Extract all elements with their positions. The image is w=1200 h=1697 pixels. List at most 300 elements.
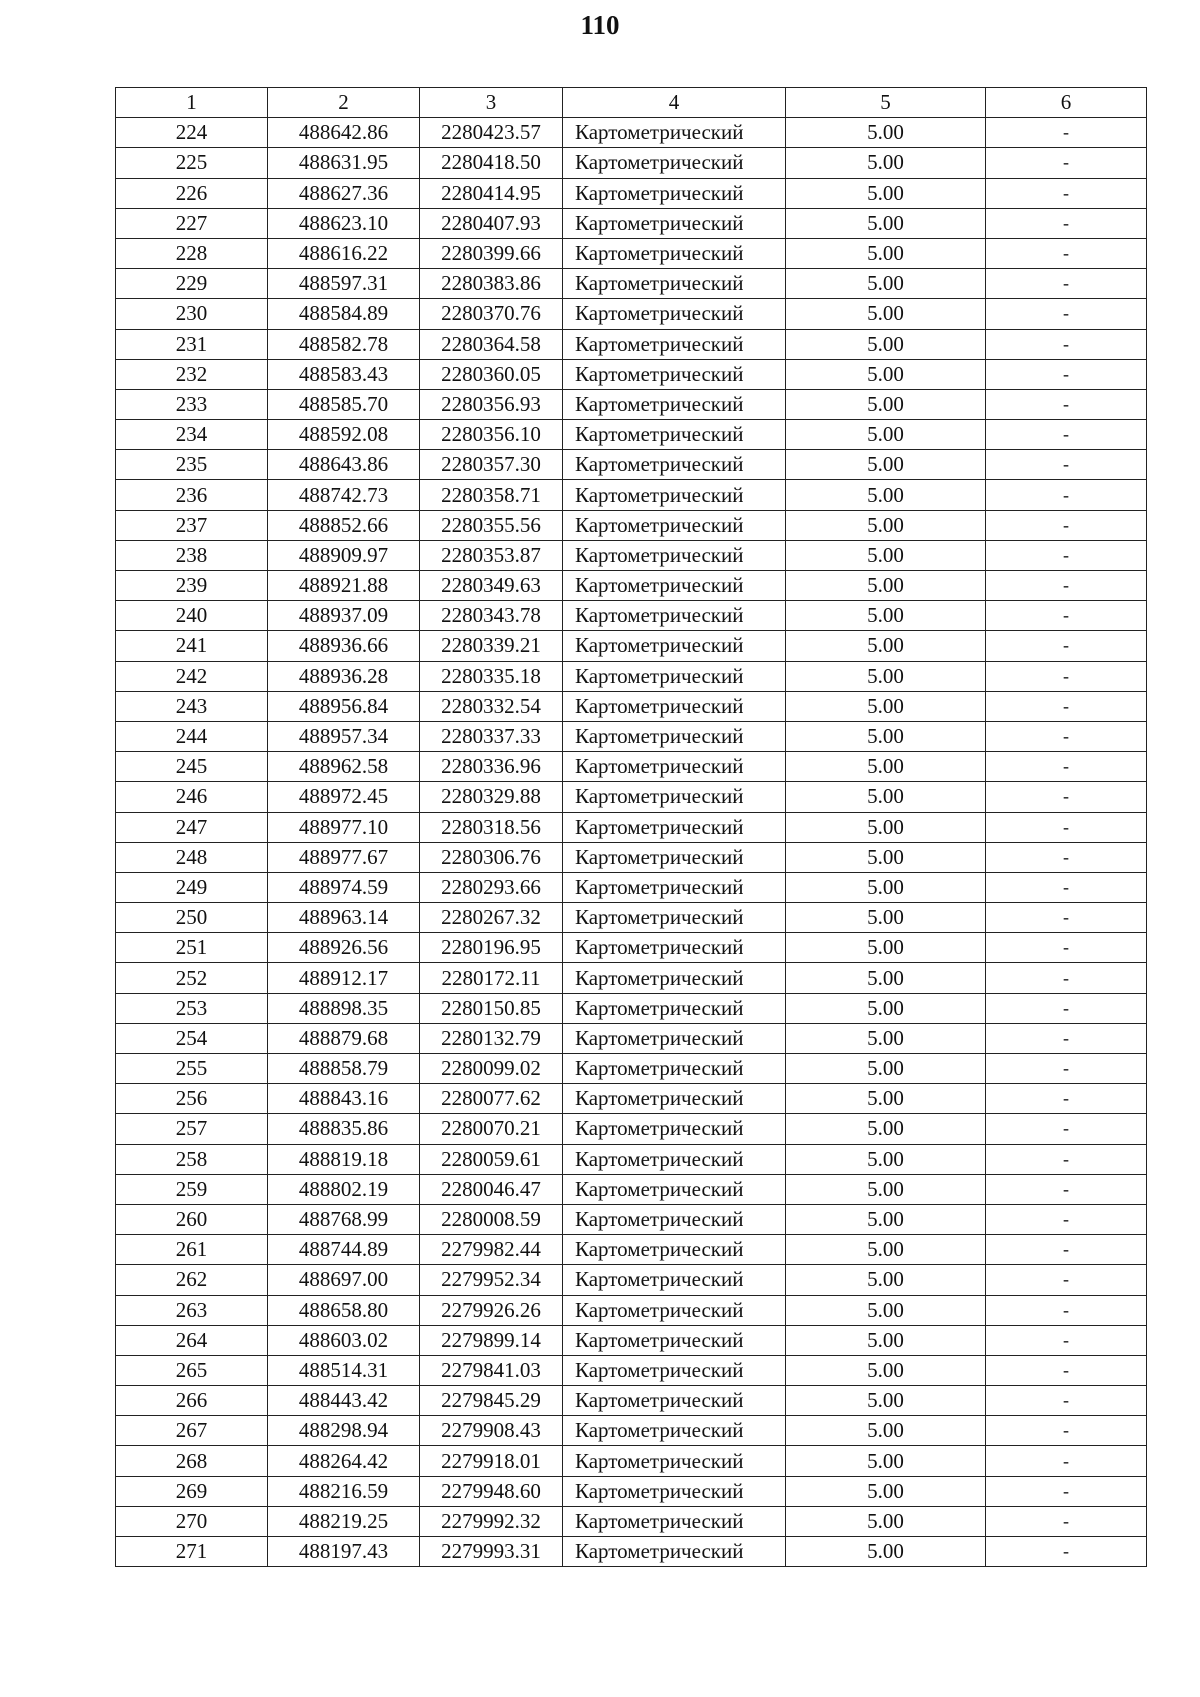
point-number-cell: 225	[116, 148, 268, 178]
accuracy-cell: 5.00	[786, 1446, 986, 1476]
page-number: 110	[580, 10, 620, 40]
table-row	[116, 148, 1147, 178]
accuracy-cell: 5.00	[786, 721, 986, 751]
y-coordinate-cell: 2279948.60	[420, 1476, 563, 1506]
table-row	[116, 1084, 1147, 1114]
point-number-cell: 250	[116, 903, 268, 933]
method-cell: Картометрический	[563, 721, 786, 751]
description-cell: -	[986, 1355, 1147, 1385]
accuracy-cell: 5.00	[786, 178, 986, 208]
table-row	[116, 963, 1147, 993]
point-number-cell: 232	[116, 359, 268, 389]
point-number-cell: 256	[116, 1084, 268, 1114]
x-coordinate-cell: 488963.14	[268, 903, 420, 933]
y-coordinate-cell: 2279908.43	[420, 1416, 563, 1446]
accuracy-cell: 5.00	[786, 148, 986, 178]
x-coordinate-cell: 488592.08	[268, 420, 420, 450]
method-cell: Картометрический	[563, 299, 786, 329]
accuracy-cell: 5.00	[786, 1355, 986, 1385]
column-header: 5	[786, 88, 986, 118]
table-row	[116, 1506, 1147, 1536]
description-cell: -	[986, 1506, 1147, 1536]
y-coordinate-cell: 2280355.56	[420, 510, 563, 540]
accuracy-cell: 5.00	[786, 1235, 986, 1265]
table-row	[116, 389, 1147, 419]
method-cell: Картометрический	[563, 480, 786, 510]
method-cell: Картометрический	[563, 752, 786, 782]
method-cell: Картометрический	[563, 178, 786, 208]
point-number-cell: 229	[116, 269, 268, 299]
x-coordinate-cell: 488972.45	[268, 782, 420, 812]
description-cell: -	[986, 1446, 1147, 1476]
table-row	[116, 1023, 1147, 1053]
accuracy-cell: 5.00	[786, 208, 986, 238]
accuracy-cell: 5.00	[786, 631, 986, 661]
method-cell: Картометрический	[563, 329, 786, 359]
method-cell: Картометрический	[563, 933, 786, 963]
x-coordinate-cell: 488962.58	[268, 752, 420, 782]
method-cell: Картометрический	[563, 1295, 786, 1325]
point-number-cell: 240	[116, 601, 268, 631]
table-row	[116, 359, 1147, 389]
y-coordinate-cell: 2280336.96	[420, 752, 563, 782]
description-cell: -	[986, 963, 1147, 993]
table-row	[116, 540, 1147, 570]
y-coordinate-cell: 2280099.02	[420, 1054, 563, 1084]
method-cell: Картометрический	[563, 389, 786, 419]
method-cell: Картометрический	[563, 1235, 786, 1265]
point-number-cell: 247	[116, 812, 268, 842]
x-coordinate-cell: 488802.19	[268, 1174, 420, 1204]
method-cell: Картометрический	[563, 540, 786, 570]
point-number-cell: 262	[116, 1265, 268, 1295]
description-cell: -	[986, 721, 1147, 751]
table-row	[116, 450, 1147, 480]
table-row	[116, 842, 1147, 872]
description-cell: -	[986, 1265, 1147, 1295]
point-number-cell: 236	[116, 480, 268, 510]
accuracy-cell: 5.00	[786, 1084, 986, 1114]
point-number-cell: 254	[116, 1023, 268, 1053]
description-cell: -	[986, 842, 1147, 872]
table-row	[116, 178, 1147, 208]
description-cell: -	[986, 782, 1147, 812]
table-row	[116, 208, 1147, 238]
table-row	[116, 691, 1147, 721]
description-cell: -	[986, 118, 1147, 148]
table-row	[116, 269, 1147, 299]
accuracy-cell: 5.00	[786, 510, 986, 540]
column-header: 4	[563, 88, 786, 118]
x-coordinate-cell: 488819.18	[268, 1144, 420, 1174]
x-coordinate-cell: 488921.88	[268, 571, 420, 601]
description-cell: -	[986, 450, 1147, 480]
description-cell: -	[986, 601, 1147, 631]
x-coordinate-cell: 488977.67	[268, 842, 420, 872]
point-number-cell: 244	[116, 721, 268, 751]
point-number-cell: 243	[116, 691, 268, 721]
point-number-cell: 234	[116, 420, 268, 450]
table-row	[116, 601, 1147, 631]
x-coordinate-cell: 488742.73	[268, 480, 420, 510]
x-coordinate-cell: 488603.02	[268, 1325, 420, 1355]
x-coordinate-cell: 488956.84	[268, 691, 420, 721]
point-number-cell: 238	[116, 540, 268, 570]
description-cell: -	[986, 661, 1147, 691]
method-cell: Картометрический	[563, 601, 786, 631]
point-number-cell: 255	[116, 1054, 268, 1084]
point-number-cell: 226	[116, 178, 268, 208]
x-coordinate-cell: 488623.10	[268, 208, 420, 238]
description-cell: -	[986, 1476, 1147, 1506]
x-coordinate-cell: 488298.94	[268, 1416, 420, 1446]
y-coordinate-cell: 2280172.11	[420, 963, 563, 993]
description-cell: -	[986, 1386, 1147, 1416]
description-cell: -	[986, 540, 1147, 570]
y-coordinate-cell: 2280332.54	[420, 691, 563, 721]
table-row	[116, 993, 1147, 1023]
point-number-cell: 266	[116, 1386, 268, 1416]
x-coordinate-cell: 488974.59	[268, 872, 420, 902]
coordinates-table	[115, 87, 1147, 1567]
y-coordinate-cell: 2279982.44	[420, 1235, 563, 1265]
point-number-cell: 227	[116, 208, 268, 238]
y-coordinate-cell: 2280318.56	[420, 812, 563, 842]
description-cell: -	[986, 1537, 1147, 1567]
method-cell: Картометрический	[563, 1114, 786, 1144]
accuracy-cell: 5.00	[786, 269, 986, 299]
method-cell: Картометрический	[563, 993, 786, 1023]
accuracy-cell: 5.00	[786, 1295, 986, 1325]
x-coordinate-cell: 488583.43	[268, 359, 420, 389]
point-number-cell: 245	[116, 752, 268, 782]
table-body	[116, 118, 1147, 1567]
x-coordinate-cell: 488582.78	[268, 329, 420, 359]
accuracy-cell: 5.00	[786, 420, 986, 450]
y-coordinate-cell: 2280414.95	[420, 178, 563, 208]
accuracy-cell: 5.00	[786, 903, 986, 933]
table-row	[116, 329, 1147, 359]
table-header-row	[116, 88, 1147, 118]
description-cell: -	[986, 1416, 1147, 1446]
description-cell: -	[986, 1054, 1147, 1084]
y-coordinate-cell: 2280407.93	[420, 208, 563, 238]
accuracy-cell: 5.00	[786, 842, 986, 872]
point-number-cell: 261	[116, 1235, 268, 1265]
table-row	[116, 299, 1147, 329]
accuracy-cell: 5.00	[786, 872, 986, 902]
point-number-cell: 271	[116, 1537, 268, 1567]
table-row	[116, 872, 1147, 902]
description-cell: -	[986, 933, 1147, 963]
y-coordinate-cell: 2280399.66	[420, 238, 563, 268]
method-cell: Картометрический	[563, 1174, 786, 1204]
description-cell: -	[986, 1023, 1147, 1053]
method-cell: Картометрический	[563, 1476, 786, 1506]
x-coordinate-cell: 488697.00	[268, 1265, 420, 1295]
y-coordinate-cell: 2280150.85	[420, 993, 563, 1023]
description-cell: -	[986, 1325, 1147, 1355]
y-coordinate-cell: 2279918.01	[420, 1446, 563, 1476]
point-number-cell: 268	[116, 1446, 268, 1476]
x-coordinate-cell: 488642.86	[268, 118, 420, 148]
point-number-cell: 253	[116, 993, 268, 1023]
x-coordinate-cell: 488977.10	[268, 812, 420, 842]
column-header: 6	[986, 88, 1147, 118]
x-coordinate-cell: 488936.28	[268, 661, 420, 691]
method-cell: Картометрический	[563, 872, 786, 902]
method-cell: Картометрический	[563, 661, 786, 691]
point-number-cell: 230	[116, 299, 268, 329]
point-number-cell: 269	[116, 1476, 268, 1506]
x-coordinate-cell: 488957.34	[268, 721, 420, 751]
table-row	[116, 1114, 1147, 1144]
accuracy-cell: 5.00	[786, 752, 986, 782]
point-number-cell: 237	[116, 510, 268, 540]
table-row	[116, 510, 1147, 540]
description-cell: -	[986, 812, 1147, 842]
accuracy-cell: 5.00	[786, 359, 986, 389]
point-number-cell: 246	[116, 782, 268, 812]
y-coordinate-cell: 2280358.71	[420, 480, 563, 510]
y-coordinate-cell: 2280339.21	[420, 631, 563, 661]
point-number-cell: 249	[116, 872, 268, 902]
table-row	[116, 782, 1147, 812]
column-header: 3	[420, 88, 563, 118]
description-cell: -	[986, 1295, 1147, 1325]
table-row	[116, 1355, 1147, 1385]
accuracy-cell: 5.00	[786, 1144, 986, 1174]
y-coordinate-cell: 2280046.47	[420, 1174, 563, 1204]
method-cell: Картометрический	[563, 1325, 786, 1355]
y-coordinate-cell: 2279992.32	[420, 1506, 563, 1536]
accuracy-cell: 5.00	[786, 450, 986, 480]
point-number-cell: 267	[116, 1416, 268, 1446]
method-cell: Картометрический	[563, 1023, 786, 1053]
y-coordinate-cell: 2280360.05	[420, 359, 563, 389]
y-coordinate-cell: 2279952.34	[420, 1265, 563, 1295]
y-coordinate-cell: 2280132.79	[420, 1023, 563, 1053]
point-number-cell: 228	[116, 238, 268, 268]
table-row	[116, 1174, 1147, 1204]
accuracy-cell: 5.00	[786, 691, 986, 721]
accuracy-cell: 5.00	[786, 1416, 986, 1446]
method-cell: Картометрический	[563, 420, 786, 450]
x-coordinate-cell: 488197.43	[268, 1537, 420, 1567]
y-coordinate-cell: 2279926.26	[420, 1295, 563, 1325]
method-cell: Картометрический	[563, 450, 786, 480]
y-coordinate-cell: 2280337.33	[420, 721, 563, 751]
description-cell: -	[986, 420, 1147, 450]
accuracy-cell: 5.00	[786, 118, 986, 148]
x-coordinate-cell: 488584.89	[268, 299, 420, 329]
method-cell: Картометрический	[563, 118, 786, 148]
accuracy-cell: 5.00	[786, 782, 986, 812]
method-cell: Картометрический	[563, 842, 786, 872]
table-row	[116, 1265, 1147, 1295]
table-row	[116, 903, 1147, 933]
y-coordinate-cell: 2280349.63	[420, 571, 563, 601]
x-coordinate-cell: 488616.22	[268, 238, 420, 268]
x-coordinate-cell: 488858.79	[268, 1054, 420, 1084]
table-row	[116, 480, 1147, 510]
description-cell: -	[986, 269, 1147, 299]
x-coordinate-cell: 488631.95	[268, 148, 420, 178]
y-coordinate-cell: 2280343.78	[420, 601, 563, 631]
x-coordinate-cell: 488909.97	[268, 540, 420, 570]
y-coordinate-cell: 2280070.21	[420, 1114, 563, 1144]
x-coordinate-cell: 488643.86	[268, 450, 420, 480]
x-coordinate-cell: 488912.17	[268, 963, 420, 993]
description-cell: -	[986, 631, 1147, 661]
x-coordinate-cell: 488627.36	[268, 178, 420, 208]
accuracy-cell: 5.00	[786, 238, 986, 268]
y-coordinate-cell: 2279993.31	[420, 1537, 563, 1567]
point-number-cell: 258	[116, 1144, 268, 1174]
table-row	[116, 812, 1147, 842]
y-coordinate-cell: 2280364.58	[420, 329, 563, 359]
method-cell: Картометрический	[563, 510, 786, 540]
description-cell: -	[986, 238, 1147, 268]
x-coordinate-cell: 488768.99	[268, 1204, 420, 1234]
y-coordinate-cell: 2280370.76	[420, 299, 563, 329]
column-header: 2	[268, 88, 420, 118]
table-row	[116, 1235, 1147, 1265]
y-coordinate-cell: 2280196.95	[420, 933, 563, 963]
accuracy-cell: 5.00	[786, 1204, 986, 1234]
point-number-cell: 251	[116, 933, 268, 963]
x-coordinate-cell: 488744.89	[268, 1235, 420, 1265]
accuracy-cell: 5.00	[786, 1054, 986, 1084]
method-cell: Картометрический	[563, 1054, 786, 1084]
x-coordinate-cell: 488936.66	[268, 631, 420, 661]
description-cell: -	[986, 148, 1147, 178]
x-coordinate-cell: 488937.09	[268, 601, 420, 631]
description-cell: -	[986, 1114, 1147, 1144]
accuracy-cell: 5.00	[786, 1506, 986, 1536]
accuracy-cell: 5.00	[786, 1023, 986, 1053]
method-cell: Картометрический	[563, 1265, 786, 1295]
description-cell: -	[986, 691, 1147, 721]
x-coordinate-cell: 488443.42	[268, 1386, 420, 1416]
table-row	[116, 631, 1147, 661]
y-coordinate-cell: 2280077.62	[420, 1084, 563, 1114]
method-cell: Картометрический	[563, 1144, 786, 1174]
point-number-cell: 239	[116, 571, 268, 601]
table-row	[116, 661, 1147, 691]
table-row	[116, 1476, 1147, 1506]
y-coordinate-cell: 2280353.87	[420, 540, 563, 570]
description-cell: -	[986, 510, 1147, 540]
method-cell: Картометрический	[563, 1537, 786, 1567]
method-cell: Картометрический	[563, 238, 786, 268]
accuracy-cell: 5.00	[786, 1265, 986, 1295]
x-coordinate-cell: 488835.86	[268, 1114, 420, 1144]
accuracy-cell: 5.00	[786, 389, 986, 419]
method-cell: Картометрический	[563, 812, 786, 842]
method-cell: Картометрический	[563, 1386, 786, 1416]
method-cell: Картометрический	[563, 903, 786, 933]
point-number-cell: 263	[116, 1295, 268, 1325]
accuracy-cell: 5.00	[786, 571, 986, 601]
method-cell: Картометрический	[563, 269, 786, 299]
accuracy-cell: 5.00	[786, 1325, 986, 1355]
point-number-cell: 241	[116, 631, 268, 661]
table-row	[116, 752, 1147, 782]
table-row	[116, 1416, 1147, 1446]
table-row	[116, 420, 1147, 450]
x-coordinate-cell: 488597.31	[268, 269, 420, 299]
method-cell: Картометрический	[563, 571, 786, 601]
y-coordinate-cell: 2280059.61	[420, 1144, 563, 1174]
accuracy-cell: 5.00	[786, 1174, 986, 1204]
method-cell: Картометрический	[563, 148, 786, 178]
x-coordinate-cell: 488658.80	[268, 1295, 420, 1325]
y-coordinate-cell: 2280383.86	[420, 269, 563, 299]
y-coordinate-cell: 2279841.03	[420, 1355, 563, 1385]
description-cell: -	[986, 1084, 1147, 1114]
x-coordinate-cell: 488852.66	[268, 510, 420, 540]
y-coordinate-cell: 2280008.59	[420, 1204, 563, 1234]
description-cell: -	[986, 752, 1147, 782]
point-number-cell: 224	[116, 118, 268, 148]
description-cell: -	[986, 1235, 1147, 1265]
x-coordinate-cell: 488219.25	[268, 1506, 420, 1536]
y-coordinate-cell: 2280423.57	[420, 118, 563, 148]
table-row	[116, 1537, 1147, 1567]
table-row	[116, 1295, 1147, 1325]
accuracy-cell: 5.00	[786, 933, 986, 963]
point-number-cell: 248	[116, 842, 268, 872]
accuracy-cell: 5.00	[786, 1476, 986, 1506]
point-number-cell: 257	[116, 1114, 268, 1144]
description-cell: -	[986, 1144, 1147, 1174]
x-coordinate-cell: 488585.70	[268, 389, 420, 419]
method-cell: Картометрический	[563, 1204, 786, 1234]
description-cell: -	[986, 178, 1147, 208]
description-cell: -	[986, 389, 1147, 419]
x-coordinate-cell: 488843.16	[268, 1084, 420, 1114]
table-row	[116, 238, 1147, 268]
point-number-cell: 231	[116, 329, 268, 359]
table-row	[116, 1054, 1147, 1084]
point-number-cell: 233	[116, 389, 268, 419]
point-number-cell: 235	[116, 450, 268, 480]
description-cell: -	[986, 329, 1147, 359]
table-row	[116, 1386, 1147, 1416]
y-coordinate-cell: 2280293.66	[420, 872, 563, 902]
method-cell: Картометрический	[563, 359, 786, 389]
x-coordinate-cell: 488898.35	[268, 993, 420, 1023]
description-cell: -	[986, 1174, 1147, 1204]
method-cell: Картометрический	[563, 1446, 786, 1476]
description-cell: -	[986, 993, 1147, 1023]
table-row	[116, 1446, 1147, 1476]
table-row	[116, 571, 1147, 601]
description-cell: -	[986, 1204, 1147, 1234]
method-cell: Картометрический	[563, 1355, 786, 1385]
x-coordinate-cell: 488514.31	[268, 1355, 420, 1385]
y-coordinate-cell: 2280335.18	[420, 661, 563, 691]
accuracy-cell: 5.00	[786, 1537, 986, 1567]
method-cell: Картометрический	[563, 782, 786, 812]
y-coordinate-cell: 2280356.93	[420, 389, 563, 419]
accuracy-cell: 5.00	[786, 480, 986, 510]
accuracy-cell: 5.00	[786, 329, 986, 359]
x-coordinate-cell: 488216.59	[268, 1476, 420, 1506]
accuracy-cell: 5.00	[786, 299, 986, 329]
description-cell: -	[986, 208, 1147, 238]
